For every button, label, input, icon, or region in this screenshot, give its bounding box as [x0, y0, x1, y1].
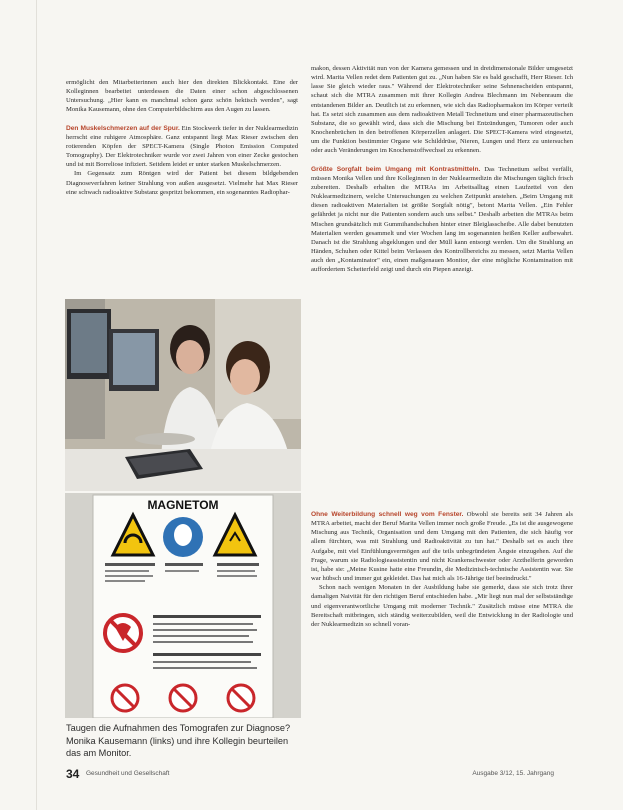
issue-info: Ausgabe 3/12, 15. Jahrgang — [472, 770, 554, 777]
paragraph: makon, dessen Aktivität nun von der Kamera gemessen und in dreidimensionale Bilder umgesetzt wird. Marita Vellen redet dem Patienten gut zu. „Nun haben Sie es bald geschafft, Herr Rieser. Ich lasse Sie gleich wieder raus." Während der Elektrotechniker seine Sehnenscheiden entspannt, schaut sich die MTRA zusammen mit ihrer Kollegin Andrea Blechmann im Nebenraum die entstandenen Bilder an. Deutlich ist zu erkennen, wie sich das Radiopharmakon im Körper verteilt hat. Es setzt sich zusammen aus dem radioaktiven Metall Technetium und einer pharmazeutischen Substanz, die so gewählt wird, dass sich die Mischung bei Entzündungen, Tumoren oder auch Knochenbrüchen in den betroffenen Körperzellen anlagert. Die SPECT-Kamera wird eingesetzt, um die Funktion bestimmter Organe wie Schilddrüse, Nieren, Lungen und Herz zu untersuchen oder auch Veränderungen im Knochenstoffwechsel zu erkennen. — [311, 65, 573, 155]
sign-title: MAGNETOM — [147, 498, 219, 512]
paragraph: ermöglicht den Mitarbeiterinnen auch hier den direkten Blickkontakt. Eine der Kolleginnen bearbeitet unterdessen die Daten einer schon abgeschlossenen Untersuchung. „Hier kann es manchmal schon ganz schön hektisch werden", sagt Monika Kausemann, ohne den Computerbildschirm aus den Augen zu lassen. — [66, 79, 298, 114]
left-text-column — [66, 78, 298, 197]
section-lead: Ohne Weiterbildung schnell weg vom Fenster. — [311, 511, 464, 518]
page-footer — [66, 767, 586, 781]
page-number: 34 — [66, 767, 80, 781]
photo-caption: Taugen die Aufnahmen des Tomografen zur Diagnose? Monika Kausemann (links) und ihre Kollegin beurteilen das am Monitor. — [66, 723, 291, 759]
paragraph: Im Gegensatz zum Röntgen wird der Patient bei diesem bildgebenden Diagnoseverfahren keiner Strahlung von außen ausgesetzt. Vielmehr hat Max Rieser eine schwach radioaktive Substanz gespritzt bekommen, ein sogenanntes Radiophar- — [66, 170, 298, 196]
paragraph: Größte Sorgfalt beim Umgang mit Kontrastmitteln. Das Technetium selbst verfällt, müssen Monika Vellen und ihre Kolleginnen in der Nuklearmedizin die Mischungen täglich frisch zubereiten. Deshalb erhalten die MTRAs im Arbeitsalltag einen Laufzettel von den Nuklearmedizinern, welche Untersuchungen zu welchen Zeitpunkt anstehen. „Beim Umgang mit diesen radioaktiven Materialien ist größte Sorgfalt nötig", betont Marita Vellen. „Ein Fehler gefährdet ja nicht nur die Patienten sondern auch uns selbst." Deshalb arbeiten die MTRAs beim Mischen grundsätzlich mit Gummihandschuhen hinter einer Bleiglasscheibe. Alle dabei benutzten Materialien werden gesammelt und vier Wochen lang im sogenannten heißen Keller aufbewahrt. Danach ist die Strahlung abgeklungen und der Müll kann entsorgt werden. Um die Strahlung an Händen, Schuhen oder Kittel beim Verlassen des Kontrollbereichs zu messen, setzt Marita Vellen auch den „Kontaminator" ein, einen maßgenauen Monitor, der eine mögliche Kontamination mit auffordertem Scheiterfeld zeigt und durch ein Piepen anzeigt. — [311, 165, 573, 274]
publication-name: Gesundheit und Gesellschaft — [86, 770, 170, 777]
right-text-column — [311, 64, 573, 274]
page-binding-edge — [36, 0, 37, 810]
section-lead: Größte Sorgfalt beim Umgang mit Kontrastmitteln. — [311, 165, 481, 173]
warning-sign-illustration — [65, 493, 301, 718]
photo-radiology-workstation — [65, 299, 301, 491]
paragraph: Schon nach wenigen Monaten in der Ausbildung habe sie gemerkt, dass sie sich trotz ihrer damaligen Naivität für den richtigen Beruf entschieden habe. „Mir liegt nun mal der selbstständige und eigenverantwortliche Umgang mit moderner Technik." Zusätzlich müsse eine MTRA die Bereitschaft mitbringen, sich ständig weiterzubilden, weil die Entwicklung in der Radiologie und der Nuklearmedizin so schnell voran- — [311, 584, 573, 628]
photo-magnetom-warning-sign — [65, 493, 301, 718]
paragraph: Ohne Weiterbildung schnell weg vom Fenster. Obwohl sie bereits seit 34 Jahren als MTRA arbeitet, macht der Beruf Marita Vellen immer noch große Freude. „Es ist die ausgewogene Mischung aus Technik, Organisation und dem Umgang mit den Patienten, die sich häufig vor allem fürchten, was mit Strahlung und Radioaktivität zu tun hat." Deshalb sei es auch ihre Aufgabe, mit viel Einfühlungsvermögen auf die teils unbegründeten Ängste einzugehen. Auf die Frage, warum sie Radiologieassistentin und nicht Krankenschwester oder Arzthelferin geworden ist, habe sie: „Meine Kusine hatte eine Freundin, die Medizinisch-technische Assistentin war. Sie war hübsch und immer gut gekleidet. Das hat mich als 16-Jährige tief beeindruckt." — [311, 511, 573, 583]
paragraph: Den Muskelschmerzen auf der Spur. Ein Stockwerk tiefer in der Nuklearmedizin herrscht eine ruhigere Atmosphäre. Ganz entspannt liegt Max Rieser zwischen den rotierenden Köpfen der SPECT-Kamera (Single Photon Emission Computed Tomography). Der Elektrotechniker wurde vor zwei Jahren von einer Zecke gestochen und ist mit Borreliose infiziert. Seitdem leidet er unter starken Muskelschmerzen. — [66, 124, 298, 169]
workstation-illustration — [65, 299, 301, 491]
section-lead: Den Muskelschmerzen auf der Spur. — [66, 124, 180, 132]
right-text-column-lower — [311, 510, 573, 629]
